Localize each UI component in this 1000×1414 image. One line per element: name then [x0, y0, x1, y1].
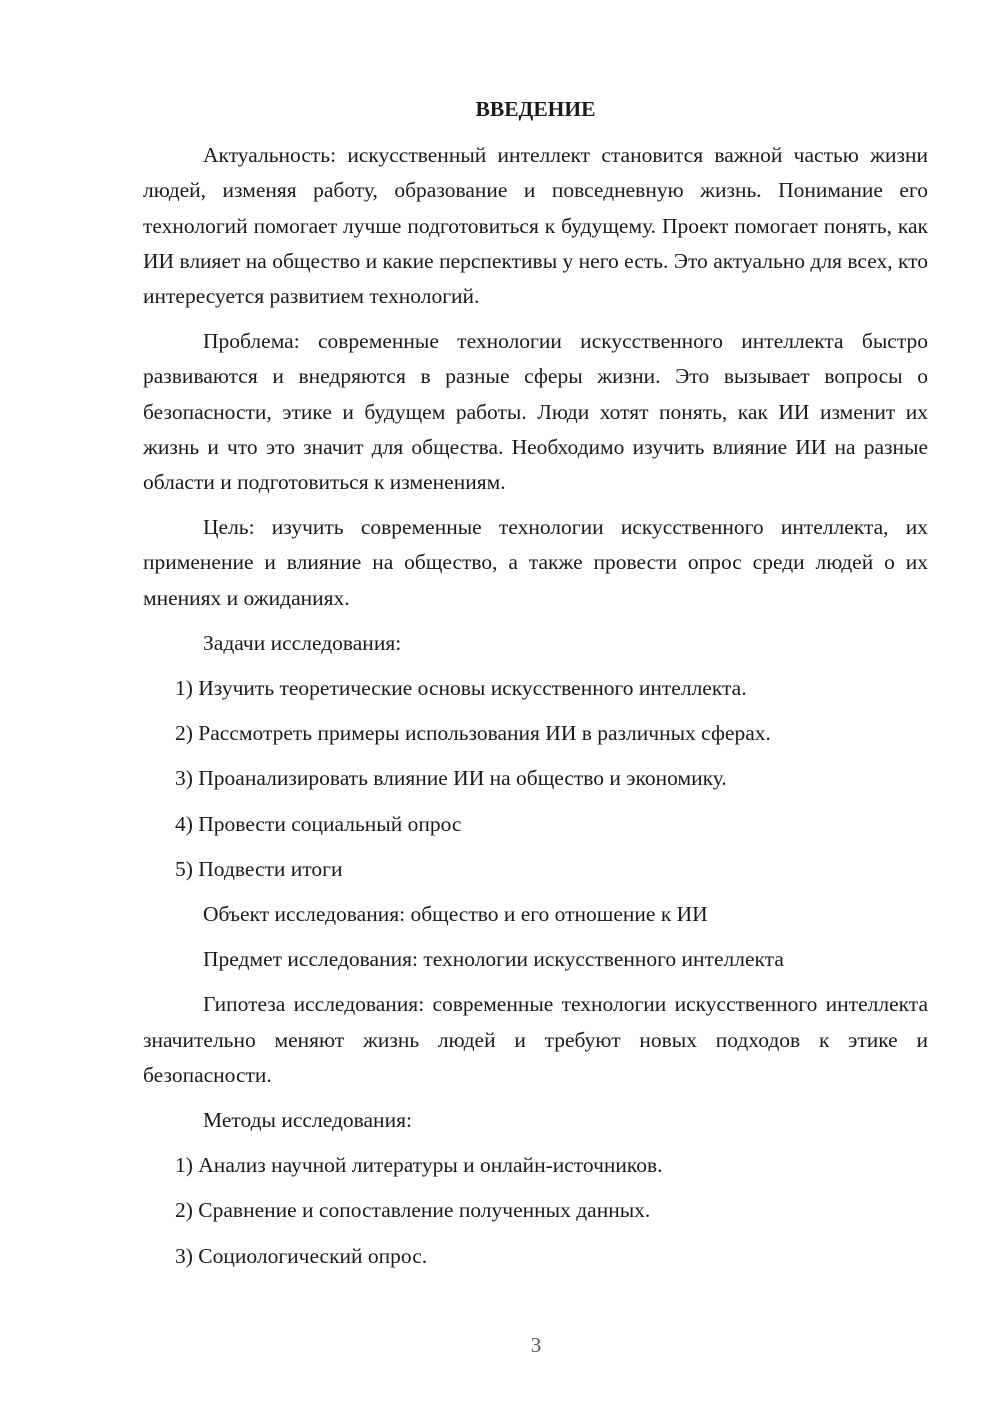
relevance-paragraph: Актуальность: искусственный интеллект становится важной частью жизни людей, изменяя работу, образование и повседневную жизнь. Понимание его технологий помогает лучше подготовиться к будущему. Проект помогает понять, как ИИ влияет на общество и какие перспективы у него есть. Это актуально для всех, кто интересуется развитием технологий.: [143, 143, 928, 309]
section-title: ВВЕДЕНИЕ: [475, 97, 596, 121]
problem-paragraph: Проблема: современные технологии искусственного интеллекта быстро развиваются и внедряются в разные сферы жизни. Это вызывает вопросы о безопасности, этике и будущем работы. Люди хотят понять, как ИИ изменит их жизнь и что это значит для общества. Необходимо изучить влияние ИИ на разные области и подготовиться к изменениям.: [143, 329, 928, 495]
task-item: 2) Рассмотреть примеры использования ИИ в различных сферах.: [175, 721, 771, 746]
goal-paragraph: Цель: изучить современные технологии искусственного интеллекта, их применение и влияние на общество, а также провести опрос среди людей о их мнениях и ожиданиях.: [143, 515, 928, 610]
tasks-heading: Задачи исследования:: [203, 630, 402, 655]
task-item: 1) Изучить теоретические основы искусственного интеллекта.: [175, 676, 747, 701]
page-content: [143, 92, 928, 1284]
methods-heading: Методы исследования:: [203, 1108, 412, 1133]
task-item: 5) Подвести итоги: [175, 856, 343, 881]
page-number: 3: [530, 1333, 542, 1357]
method-item: 3) Социологический опрос.: [175, 1243, 428, 1268]
task-item: 3) Проанализировать влияние ИИ на общество и экономику.: [175, 766, 727, 791]
hypothesis-paragraph: Гипотеза исследования: современные технологии искусственного интеллекта значительно меняют жизнь людей и требуют новых подходов к этике и безопасности.: [143, 992, 928, 1087]
tasks-list: [143, 671, 928, 887]
method-item: 1) Анализ научной литературы и онлайн-источников.: [175, 1153, 663, 1178]
subject-line: Предмет исследования: технологии искусственного интеллекта: [203, 947, 784, 972]
task-item: 4) Провести социальный опрос: [175, 811, 462, 836]
method-item: 2) Сравнение и сопоставление полученных данных.: [175, 1198, 651, 1223]
object-line: Объект исследования: общество и его отношение к ИИ: [203, 902, 708, 927]
methods-list: [143, 1148, 928, 1274]
